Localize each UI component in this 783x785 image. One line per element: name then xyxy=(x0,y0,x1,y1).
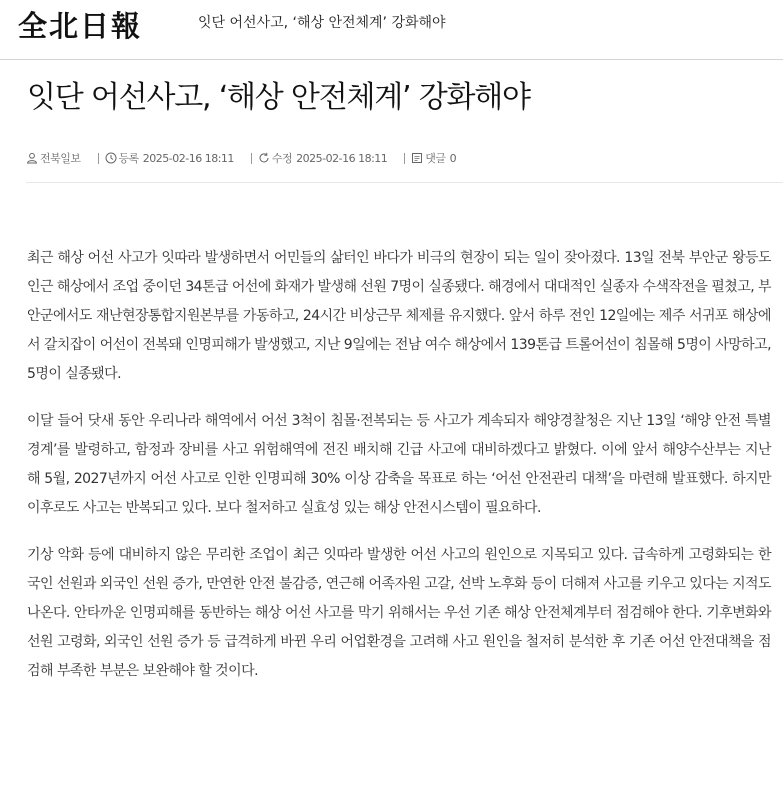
meta-divider xyxy=(26,182,783,183)
refresh-icon xyxy=(258,152,270,164)
site-header xyxy=(0,0,783,44)
modified-info xyxy=(258,150,387,166)
published-date: 2025-02-16 18:11 xyxy=(142,151,234,165)
meta-separator xyxy=(98,153,99,164)
article-meta xyxy=(26,150,456,166)
article-paragraph: 최근 해상 어선 사고가 잇따라 발생하면서 어민들의 삶터인 바다가 비극의 현장이 되는 일이 잦아졌다. 13일 전북 부안군 왕등도 인근 해상에서 조업 중이던 34톤급 어선에 화재가 발생해 선원 7명이 실종됐다. 해경에서 대대적인 실종자 수색작전을 펼쳤고, 부안군에서도 재난현장통합지원본부를 가동하고, 24시간 비상근무 체제를 유지했다. 앞서 하루 전인 12일에는 제주 서귀포 해상에서 갈치잡이 어선이 전복돼 인명피해가 발생했고, 지난 9일에는 전남 여수 해상에서 139톤급 트롤어선이 침몰해 5명이 사망하고, 5명이 실종됐다. xyxy=(27,250,771,382)
comment-icon xyxy=(411,152,423,164)
author-info xyxy=(26,150,81,166)
article-body xyxy=(27,244,771,704)
header-divider xyxy=(0,59,783,60)
author-name: 전북일보 xyxy=(40,152,81,165)
header-article-title: 잇단 어선사고, ‘해상 안전체계’ 강화해야 xyxy=(198,15,446,31)
comments-label: 댓글 xyxy=(425,152,446,165)
meta-separator xyxy=(251,153,252,164)
modified-date: 2025-02-16 18:11 xyxy=(296,151,388,165)
meta-separator xyxy=(404,153,405,164)
site-logo[interactable]: 全北日報 xyxy=(18,9,143,43)
article-headline: 잇단 어선사고, ‘해상 안전체계’ 강화해야 xyxy=(27,80,530,115)
user-icon xyxy=(26,152,38,164)
comments-link[interactable] xyxy=(411,150,456,166)
article-paragraph: 이달 들어 닷새 동안 우리나라 해역에서 어선 3척이 침몰·전복되는 등 사고가 계속되자 해양경찰청은 지난 13일 ‘해양 안전 특별 경계’를 발령하고, 함정과 장비를 사고 위험해역에 전진 배치해 긴급 사고에 대비하겠다고 밝혔다. 이에 앞서 해양수산부는 지난해 5월, 2027년까지 어선 사고로 인한 인명피해 30% 이상 감축을 목표로 하는 ‘어선 안전관리 대책’을 마련해 발표했다. 하지만 이후로도 사고는 반복되고 있다. 보다 철저하고 실효성 있는 해상 안전시스템이 필요하다. xyxy=(27,413,771,516)
clock-icon xyxy=(105,152,117,164)
published-info xyxy=(105,150,234,166)
comments-count: 0 xyxy=(449,151,457,165)
published-label: 등록 xyxy=(118,152,139,165)
article-paragraph: 기상 악화 등에 대비하지 않은 무리한 조업이 최근 잇따라 발생한 어선 사고의 원인으로 지목되고 있다. 급속하게 고령화되는 한국인 선원과 외국인 선원 증가, 만연한 안전 불감증, 연근해 어족자원 고갈, 선박 노후화 등이 더해져 사고를 키우고 있다는 지적도 나온다. 안타까운 인명피해를 동반하는 해상 어선 사고를 막기 위해서는 우선 기존 해상 안전체계부터 점검해야 한다. 기후변화와 선원 고령화, 외국인 선원 증가 등 급격하게 바뀐 우리 어업환경을 고려해 사고 원인을 철저히 분석한 후 기존 어선 안전대책을 점검해 부족한 부분은 보완해야 할 것이다. xyxy=(27,547,771,679)
modified-label: 수정 xyxy=(271,152,293,165)
